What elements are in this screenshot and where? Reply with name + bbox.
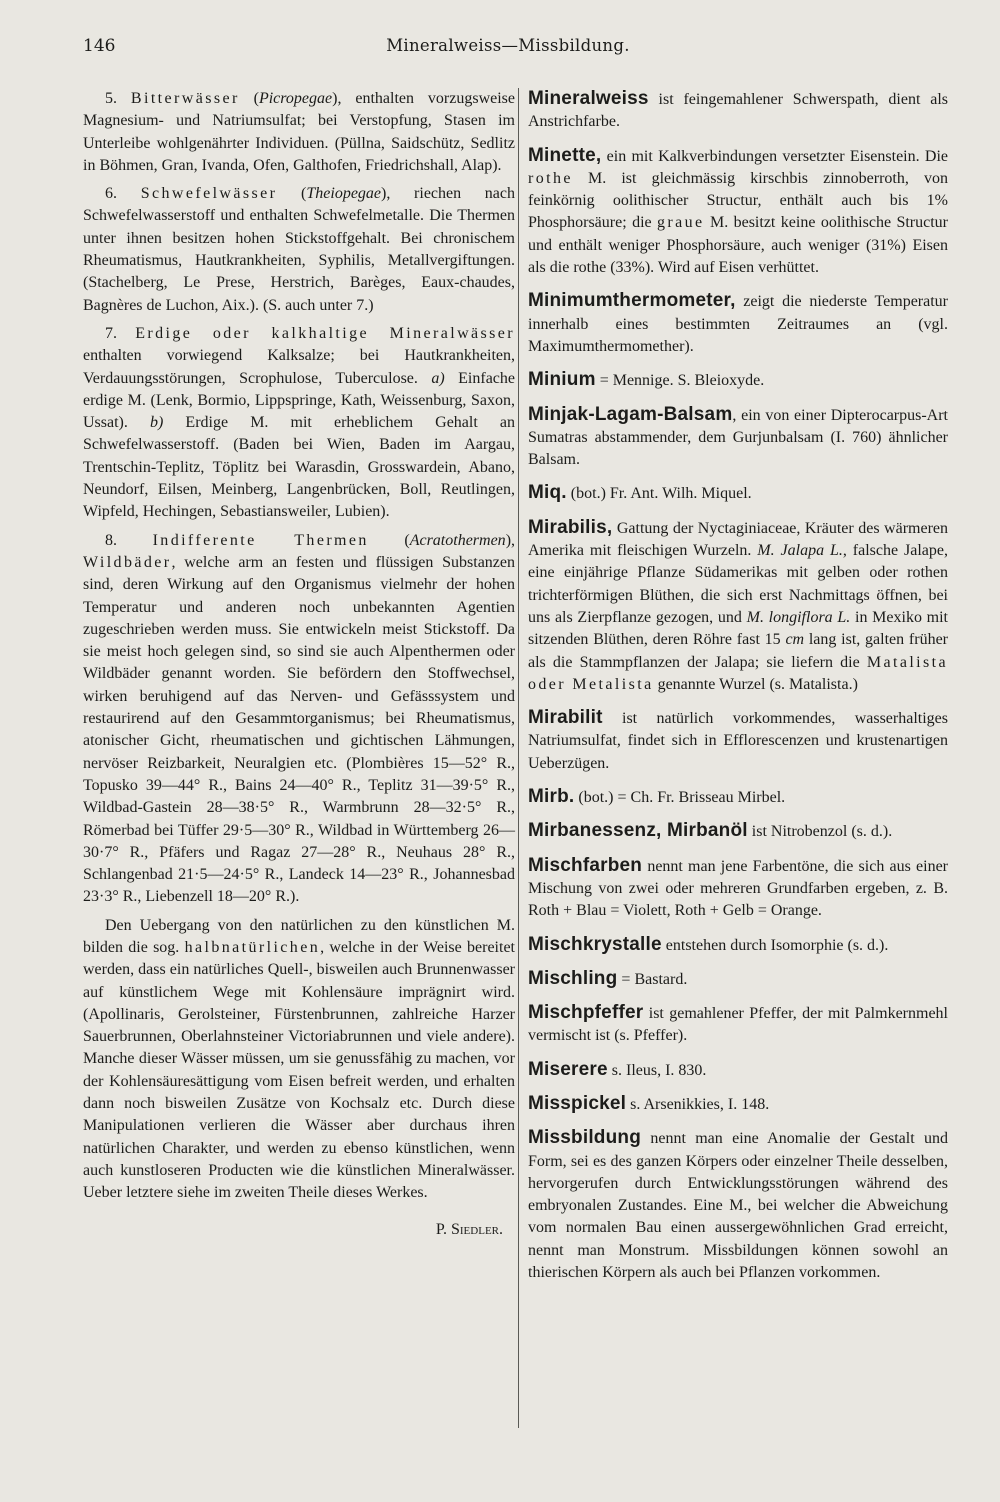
headword: Misspickel	[528, 1092, 627, 1114]
headword: Mischfarben	[528, 854, 643, 876]
right-column	[528, 88, 948, 1295]
entry-misspickel: Misspickel s. Arsenikkies, I. 148.	[528, 1092, 770, 1114]
page-header	[83, 36, 933, 62]
headword: Mirabilis,	[528, 516, 613, 538]
entry-miq: Miq. (bot.) Fr. Ant. Wilh. Miquel.	[528, 482, 752, 504]
entry-mineralweiss: Mineralweiss ist feingemahlener Schwerspath, dient als Anstrichfarbe.	[528, 88, 948, 131]
headword: Minette,	[528, 144, 602, 166]
headword: Miq.	[528, 482, 567, 504]
headword: Mirbanessenz, Mirbanöl	[528, 820, 748, 842]
headword: Minium	[528, 369, 596, 391]
headword: Missbildung	[528, 1127, 642, 1149]
entry-mischpfeffer: Mischpfeffer ist gemahlener Pfeffer, der mit Palmkernmehl vermischt ist (s. Pfeffer).	[528, 1002, 948, 1045]
headword: Mischkrystalle	[528, 933, 662, 955]
entry-missbildung: Missbildung nennt man eine Anomalie der Gestalt und Form, sei es des ganzen Körpers oder einzelner Theile desselben, hervorgerufen durch Entwicklungsstörungen während des embryonalen Zustandes. Eine M., bei welcher die Abweichung vom normalen Bau einen aussergewöhnlichen Grad erreicht, nennt man Monstrum. Missbildungen können sowohl an thierischen Körpern als auch bei Pflanzen vorkommen.	[528, 1127, 948, 1282]
entry-minjak-lagam-balsam: Minjak-Lagam-Balsam, ein von einer Dipterocarpus-Art Sumatras abstammender, dem Gurjunbalsam (I. 760) ähnlicher Balsam.	[528, 403, 948, 469]
entry-mirbanessenz: Mirbanessenz, Mirbanöl ist Nitrobenzol (s. d.).	[528, 820, 893, 842]
headword: Mischling	[528, 967, 618, 989]
entry-mischling: Mischling = Bastard.	[528, 967, 688, 989]
entry-minimumthermometer: Minimumthermometer, zeigt die niederste Temperatur innerhalb eines bestimmten Zeitraumes an (vgl. Maximumthermomether).	[528, 290, 948, 355]
running-title: Mineralweiss—Missbildung.	[386, 36, 630, 55]
paragraph-schwefelwaesser: 6. Schwefelwässer (Theiopegae), riechen nach Schwefelwasserstoff und enthalten Schwefelmetalle. Die Thermen unter ihnen besitzen hohen Stickstoffgehalt. Bei chronischem Rheumatismus, Hautkrankheiten, Syphilis, Metallvergiftungen. (Stachelberg, Le Prese, Herstrich, Barèges, Eaux-chaudes, Bagnères de Luchon, Aix.). (S. auch unter 7.)	[83, 185, 516, 314]
headword: Miserere	[528, 1058, 608, 1080]
page-number: 146	[83, 36, 116, 56]
entry-mirabilit: Mirabilit ist natürlich vorkommendes, wasserhaltiges Natriumsulfat, findet sich in Efflorescenzen und krustenartigen Ueberzügen.	[528, 707, 948, 772]
headword: Mineralweiss	[528, 88, 649, 109]
entry-mirabilis: Mirabilis, Gattung der Nyctaginiaceae, Kräuter des wärmeren Amerika mit fleischigen Wurzeln. M. Jalapa L., falsche Jalape, eine einjährige Pflanze Südamerikas mit gelben oder rothen trichterförmigen Blüthen, die sich erst Nachmittags öffnen, bei uns als Zierpflanze gezogen, und M. longiflora L. in Mexiko mit sitzenden Blüthen, deren Röhre fast 15 cm lang ist, galten früher als die Stammpflanzen der Jalapa; sie liefern die Matalista oder Metalista genannte Wurzel (s. Matalista.)	[528, 516, 949, 693]
author-signature: P. Siedler.	[435, 1220, 503, 1238]
headword: Minimumthermometer,	[528, 290, 736, 312]
paragraph-halbnatuerliche: Den Uebergang von den natürlichen zu den künstlichen M. bilden die sog. halbnatürlichen, welche in der Weise bereitet werden, dass ein natürliches Quell-, bisweilen auch Brunnenwasser auf künstlichem Wege mit Kohlensäure imprägnirt wird. (Apollinaris, Gerolsteiner, Fürstenbrunnen, zahlreiche Harzer Sauerbrunnen, Oberlahnsteiner Victoriabrunnen und viele andere). Manche dieser Wässer müssen, um sie genussfähig zu machen, vor der Kohlensäuresättigung vom Eisen befreit werden, und erhalten dann noch bisweilen Zusätze von Kochsalz etc. Durch diese Manipulationen verlieren die Wässer aber durchaus ihren natürlichen Charakter, und werden zu ebenso künstlichen, wenn auch kunstloseren Producten wie die künstlichen Mineralwässer. Ueber letztere siehe im zweiten Theile dieses Werkes.	[83, 916, 515, 1202]
headword: Mischpfeffer	[528, 1002, 644, 1024]
entry-mischfarben: Mischfarben nennt man jene Farbentöne, die sich aus einer Mischung von zwei oder mehreren Grundfarben ergeben, z. B. Roth + Blau = Violett, Roth + Gelb = Orange.	[528, 854, 948, 920]
column-divider	[518, 88, 519, 1428]
entry-mirb: Mirb. (bot.) = Ch. Fr. Brisseau Mirbel.	[528, 786, 786, 808]
headword: Minjak-Lagam-Balsam	[528, 403, 733, 425]
entry-mischkrystalle: Mischkrystalle entstehen durch Isomorphie (s. d.).	[528, 933, 889, 955]
entry-minium: Minium = Mennige. S. Bleioxyde.	[528, 369, 765, 391]
paragraph-indifferente-thermen: 8. Indifferente Thermen (Acratothermen), Wildbäder, welche arm an festen und flüssigen Substanzen sind, deren Wirkung auf den Organismus vielmehr der hohen Temperatur und anderen noch unbekannten Agentien zugeschrieben werden muss. Sie entwickeln meist Stickstoff. Da sie meist hoch gelegen sind, so sind sie auch Alpenthermen oder Wildbäder genannt worden. Sie befördern den Stoffwechsel, wirken beruhigend auf das Nerven- und Gefässsystem und restaurirend auf den Gesammtorganismus; bei Rheumatismus, atonischer Gicht, rheumatischen und gichtischen Lähmungen, nervöser Reizbarkeit, Neuralgien etc. (Plombières 15—52° R., Topusko 39—44° R., Bains 24—40° R., Teplitz 31—39·5° R., Wildbad-Gastein 28—38·5° R., Warmbrunn 28—32·5° R., Römerbad bei Tüffer 29·5—30° R., Wildbad in Württemberg 26—30·7° R., Pfäfers und Ragaz 27—28° R., Neuhaus 28° R., Schlangenbad 21·5—24·5° R., Landeck 14—23° R., Johannesbad 23·3° R., Liebenzell 18—20° R.).	[83, 531, 516, 906]
paragraph-bitterwaesser: 5. Bitterwässer (Picropegae), enthalten vorzugsweise Magnesium- und Natriumsulfat; bei Verstopfung, Stasen im Unterleibe wohlgenährter Individuen. (Püllna, Saidschütz, Sedlitz in Böhmen, Gran, Ivanda, Ofen, Galthofen, Friedrichshall, Alap).	[83, 90, 515, 174]
entry-miserere: Miserere s. Ileus, I. 830.	[528, 1058, 707, 1080]
entry-minette: Minette, ein mit Kalkverbindungen versetzter Eisenstein. Die rothe M. ist gleichmässig kirschbis zinnoberroth, von feinkörnig oolithischer Structur, enthält auch bis 1% Phosphorsäure; die graue M. besitzt keine oolithische Structur und enthält weniger Phosphorsäure, auch weniger (31%) Eisen als die rothe (33%). Wird auf Eisen verhüttet.	[528, 144, 949, 277]
headword: Mirb.	[528, 786, 575, 808]
headword: Mirabilit	[528, 707, 603, 729]
paragraph-erdige-mineralwaesser: 7. Erdige oder kalkhaltige Mineralwässer enthalten vorwiegend Kalksalze; bei Hautkrankheiten, Verdauungsstörungen, Scrophulose, Tuberculose. a) Einfache erdige M. (Lenk, Bormio, Lippspringe, Kath, Weissenburg, Saxon, Ussat). b) Erdige M. mit erheblichem Gehalt an Schwefelwasserstoff. (Baden bei Wien, Baden im Aargau, Trentschin-Teplitz, Töplitz bei Warasdin, Grosswardein, Abano, Neundorf, Eilsen, Meinberg, Langenbrücken, Boll, Reutlingen, Wipfeld, Hechingen, Sebastiansweiler, Lubien).	[83, 324, 516, 521]
left-column	[83, 88, 515, 1241]
